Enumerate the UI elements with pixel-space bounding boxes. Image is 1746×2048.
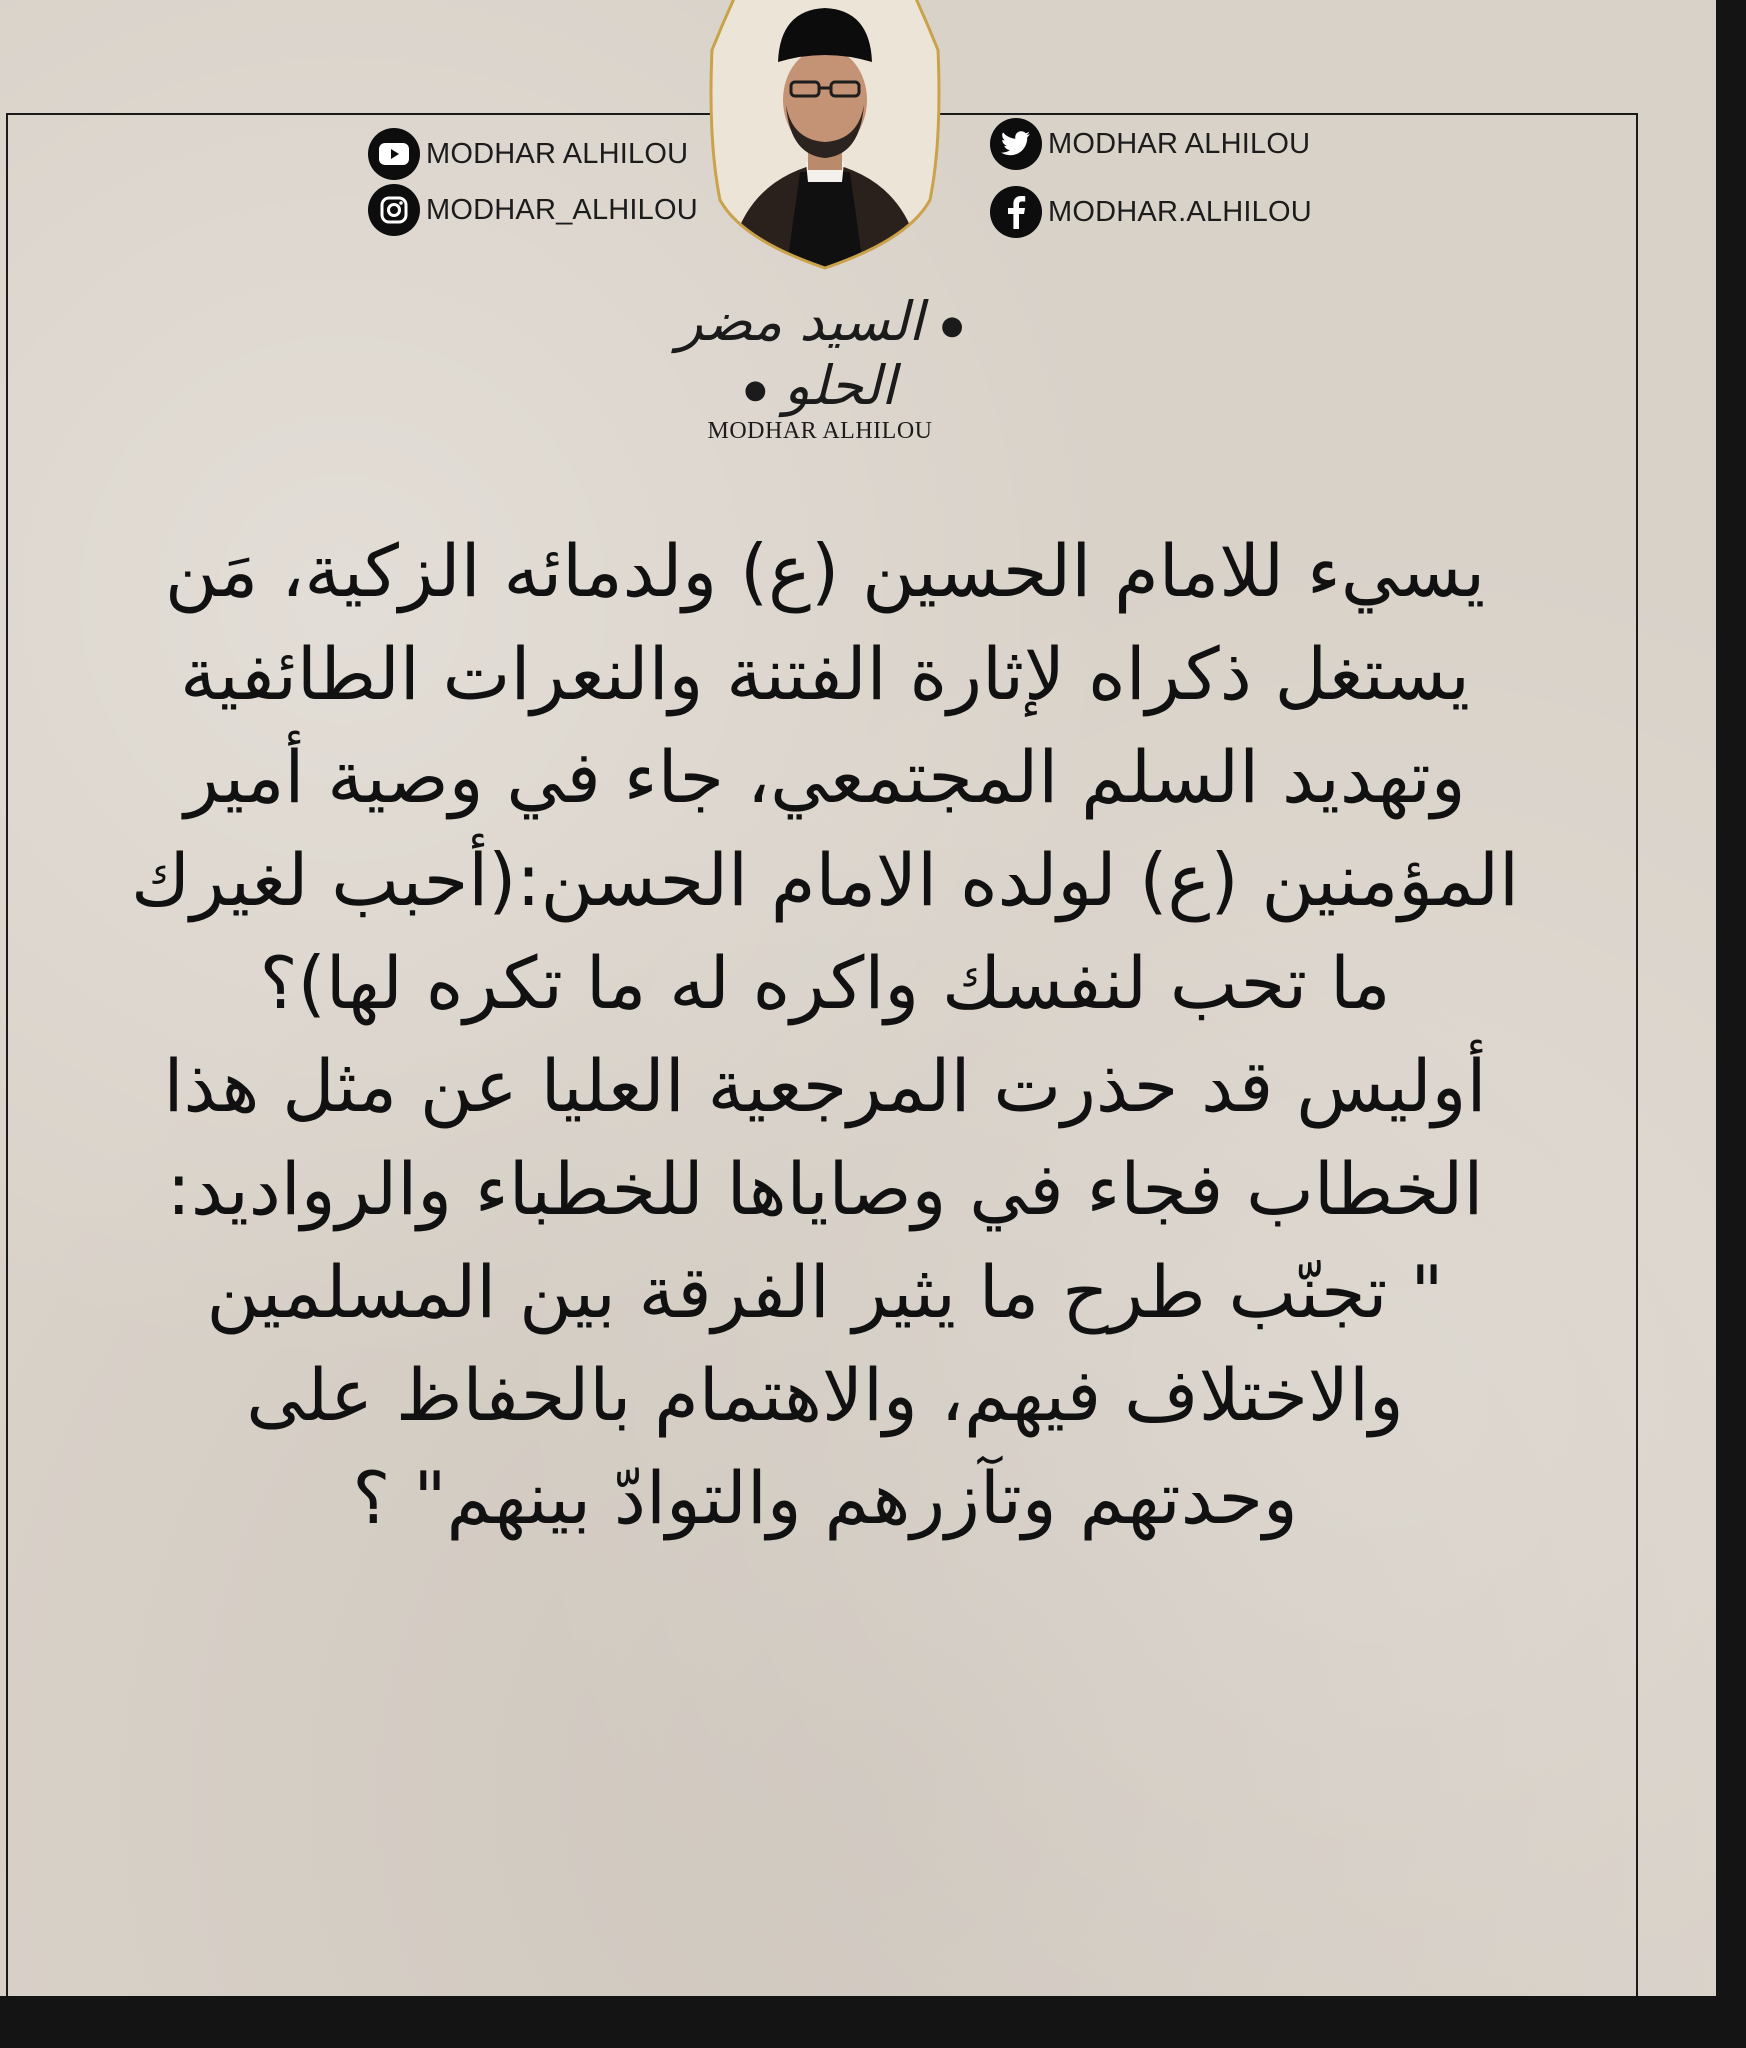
quote-line: أوليس قد حذرت المرجعية العليا عن مثل هذا xyxy=(163,1044,1487,1128)
brand-latin-name: MODHAR ALHILOU xyxy=(707,418,933,444)
brand-arabic-name: ● السيد مضر الحلو ● xyxy=(676,290,964,417)
quote-line: الخطاب فجاء في وصاياها للخطباء والرواديد: xyxy=(166,1147,1484,1231)
quote-line: ما تحب لنفسك واكره له ما تكره لها)؟ xyxy=(259,941,1391,1025)
quote-line: يستغل ذكراه لإثارة الفتنة والنعرات الطائفية xyxy=(180,632,1470,716)
instagram-handle-label: MODHAR_ALHILOU xyxy=(426,193,698,226)
profile-portrait xyxy=(708,0,942,272)
twitter-handle-label: MODHAR ALHILOU xyxy=(1048,127,1311,160)
instagram-handle[interactable] xyxy=(368,184,698,236)
quote-line: المؤمنين (ع) لولده الامام الحسن:(أحبب لغيرك xyxy=(130,838,1520,922)
youtube-icon xyxy=(368,128,420,180)
instagram-icon xyxy=(368,184,420,236)
quote-line: والاختلاف فيهم، والاهتمام بالحفاظ على xyxy=(246,1353,1404,1437)
quote-line: يسيء للامام الحسين (ع) ولدمائه الزكية، مَن xyxy=(164,529,1486,613)
twitter-icon xyxy=(990,118,1042,170)
quote-line: وحدتهم وتآزرهم والتوادّ بينهم" ؟ xyxy=(352,1456,1298,1540)
quote-line: " تجنّب طرح ما يثير الفرقة بين المسلمين xyxy=(206,1250,1444,1334)
youtube-handle[interactable] xyxy=(368,128,688,180)
facebook-handle-label: MODHAR.ALHILOU xyxy=(1048,195,1312,228)
twitter-handle[interactable] xyxy=(990,118,1310,170)
quote-line: وتهديد السلم المجتمعي، جاء في وصية أمير xyxy=(184,735,1466,819)
brand-signature xyxy=(640,292,1000,445)
facebook-handle[interactable] xyxy=(990,186,1312,238)
quote-text xyxy=(30,520,1620,1550)
youtube-handle-label: MODHAR ALHILOU xyxy=(426,137,689,170)
facebook-icon xyxy=(990,186,1042,238)
